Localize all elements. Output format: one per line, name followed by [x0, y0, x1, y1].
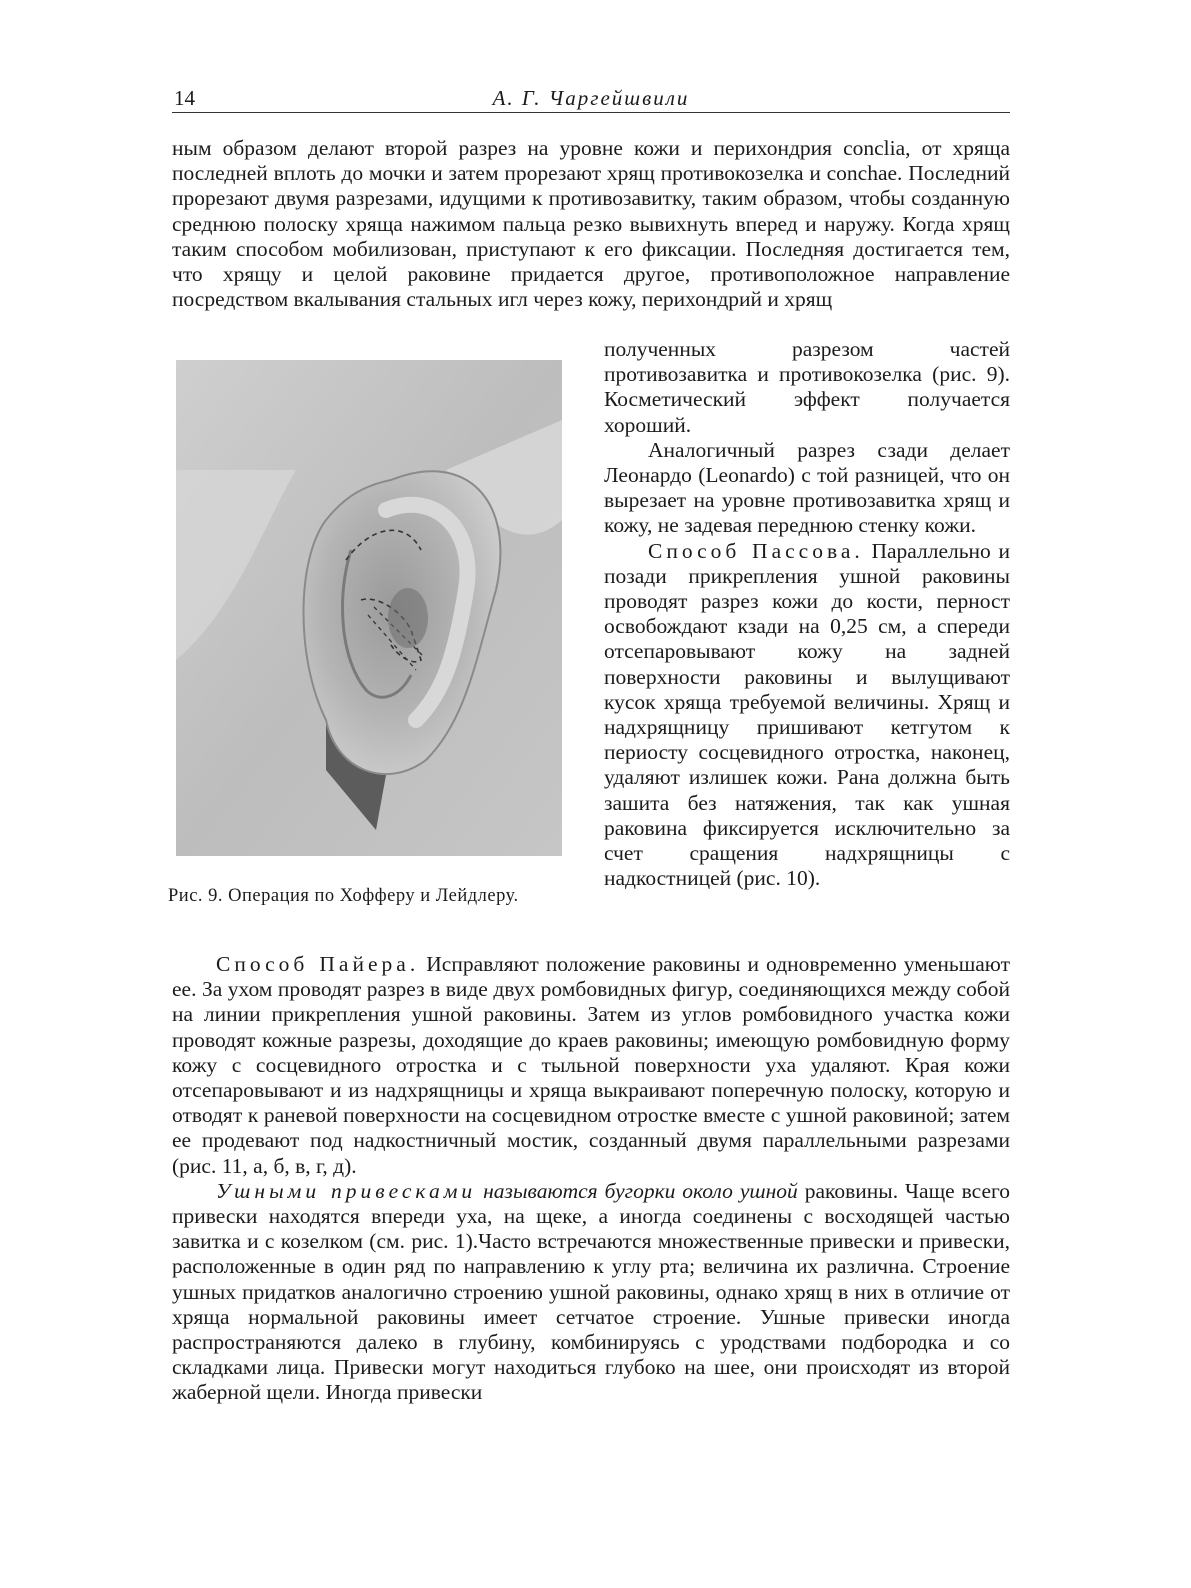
appendages-italic: называются бугорки около ушной — [483, 1178, 798, 1203]
passov-heading: Способ Пассова. — [648, 538, 864, 563]
right-column — [604, 337, 1010, 891]
figure-9 — [176, 360, 562, 856]
bottom-block — [172, 952, 1010, 1406]
figure-caption: Рис. 9. Операция по Хофферу и Лейдлеру. — [168, 886, 519, 906]
payer-heading: Способ Пайера. — [216, 952, 420, 976]
continuation-paragraph: полученных разрезом частей противозавитка и противокозелка (рис. 9). Косметический эффект получается хороший. — [604, 337, 1010, 437]
top-paragraph-block — [172, 136, 1010, 312]
running-title: А. Г. Чаргейшвили — [492, 86, 690, 110]
page-number: 14 — [174, 86, 195, 110]
running-header — [172, 84, 1010, 113]
appendages-paragraph — [172, 1179, 1010, 1406]
payer-text: Исправляют положение раковины и одновременно уменьшают ее. За ухом проводят разрез в виде двух ромбовидных фигур, соединяющихся между собой на линии прикрепления ушной раковины. Затем из углов ромбовидного участка кожи проводят кожные разрезы, доходящие до краев раковины; имеющую ромбовидную форму кожу с сосцевидного отростка и с тыльной поверхности уха удаляют. Края кожи отсепаровывают и из надхрящницы и хряща выкраивают поперечную полоску, которую и отводят к раневой поверхности на сосцевидном отростке вместе с ушной раковиной; затем ее продевают под надкостничный мостик, созданный двумя параллельными разрезами (рис. 11, а, б, в, г, д). — [172, 952, 1010, 1178]
passov-text: Параллельно и позади прикрепления ушной раковины проводят разрез кожи до кости, перност освобождают кзади на 0,25 см, а спереди отсепаровывают кожу на задней поверхности раковины и вылущивают кусок хряща требуемой величины. Хрящ и надхрящницу пришивают кетгутом к периосту сосцевидного отростка, наконец, удаляют излишек кожи. Рана должна быть зашита без натяжения, так как ушная раковина фиксируется исключительно за счет сращения надхрящницы с надкостницей (рис. 10). — [604, 538, 1010, 891]
passov-paragraph — [604, 539, 1010, 892]
top-paragraph: ным образом делают второй разрез на уровне кожи и перихондрия conclia, от хряща последней вплоть до мочки и затем прорезают хрящ противокозелка и conchae. Последний прорезают двумя разрезами, идущими к противозавитку, таким образом, чтобы созданную среднюю полоску хряща нажимом пальца резко вывихнуть вперед и наружу. Когда хрящ таким способом мобилизован, приступают к его фиксации. Последняя достигается тем, что хрящу и целой раковине придается другое, противоположное направление посредством вкалывания стальных игл через кожу, перихондрий и хрящ — [172, 136, 1010, 312]
appendages-heading: Ушными привесками — [216, 1178, 477, 1203]
payer-paragraph — [172, 952, 1010, 1179]
ear-operation-illustration — [176, 360, 562, 856]
leonardo-paragraph: Аналогичный разрез сзади делает Леонардо (Leonardo) с той разницей, что он вырезает на уровне противозавитка хрящ и кожу, не задевая переднюю стенку кожи. — [604, 437, 1010, 538]
appendages-text: раковины. Чаще всего привески находятся впереди уха, на щеке, а иногда соединены с восходящей частью завитка и с козелком (см. рис. 1).Часто встречаются множественные привески и привески, расположенные в один ряд по направлению к углу рта; величина их различна. Строение ушных придатков аналогично строению ушной раковины, однако хрящ в них в отличие от хряща нормальной раковины имеет сетчатое строение. Ушные привески иногда распространяются далеко в глубину, комбинируясь с уродствами подбородка и со складками лица. Привески могут находиться глубоко на шее, они происходят из второй жаберной щели. Иногда привески — [172, 1178, 1011, 1405]
